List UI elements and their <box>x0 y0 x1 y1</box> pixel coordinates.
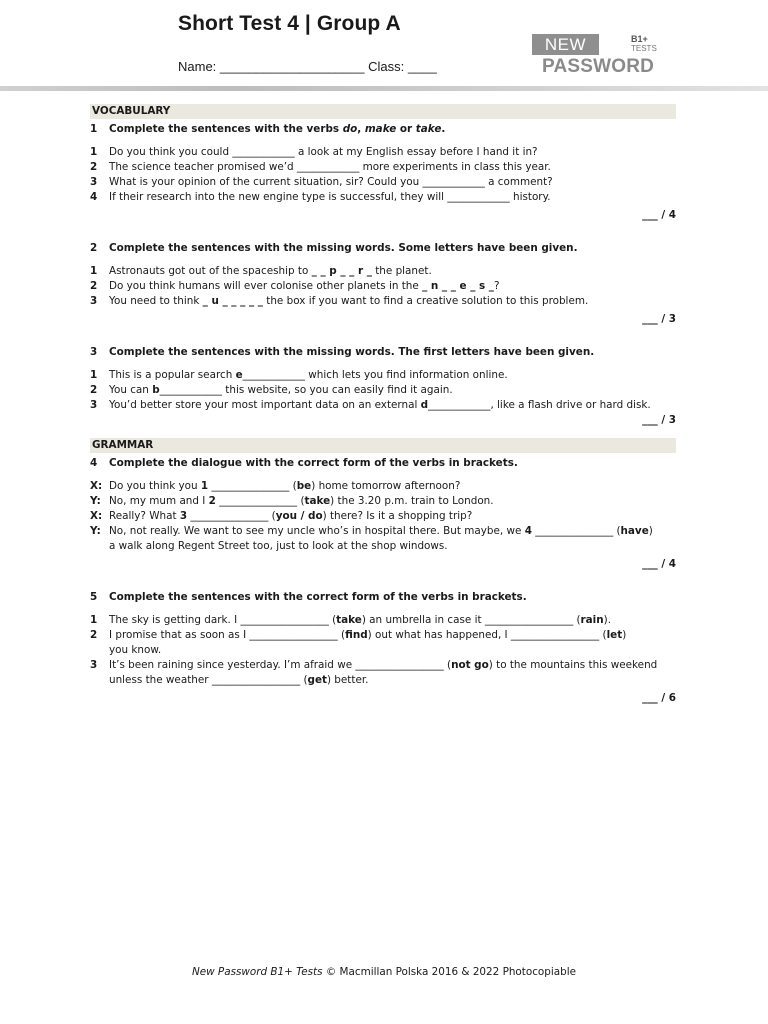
item-number: 2 <box>90 629 98 641</box>
line-text: _______________ ( <box>215 495 305 507</box>
new-password-logo <box>532 34 672 78</box>
gap-number: 1 <box>200 480 209 492</box>
test-content <box>90 104 676 706</box>
task-2-title <box>90 241 676 256</box>
verb-in-brackets: be <box>296 480 312 492</box>
dialogue-line <box>90 479 676 494</box>
task-5-item <box>90 628 676 643</box>
item-text: the planet. <box>371 265 432 277</box>
item-number: 1 <box>90 146 98 158</box>
task-1-score: ___ / 4 <box>642 209 676 221</box>
item-text: the box if you want to find a creative solution to this problem. <box>262 295 589 307</box>
task-3-item <box>90 398 676 413</box>
line-text: No, my mum and I <box>109 495 209 507</box>
gap-number: 4 <box>524 525 532 537</box>
item-text: ? <box>494 280 500 292</box>
first-letter: b <box>152 384 160 396</box>
task-number: 5 <box>90 591 98 603</box>
header-divider <box>0 86 768 91</box>
task-1-item <box>90 145 676 160</box>
item-text: ____________, like a flash drive or hard disk. <box>428 399 651 411</box>
task-title-text: Complete the sentences with the verbs <box>109 123 343 135</box>
item-number: 1 <box>90 369 98 381</box>
first-letter: e <box>235 369 243 381</box>
dialogue-continuation <box>90 539 676 554</box>
logo-level: B1+ <box>631 34 648 44</box>
task-number: 3 <box>90 346 98 358</box>
item-text: Do you think you could ____________ a look at my English essay before I hand it in? <box>109 146 538 158</box>
item-number: 3 <box>90 659 98 671</box>
verb-in-brackets: find <box>345 629 368 641</box>
dialogue-line <box>90 494 676 509</box>
task-5-item <box>90 658 676 673</box>
task-3-title <box>90 345 676 360</box>
line-text: _______________ ( <box>208 480 297 492</box>
task-5-item <box>90 613 676 628</box>
item-text: ). <box>603 614 611 626</box>
task-4-title <box>90 456 676 471</box>
task-2-item <box>90 264 676 279</box>
verb-in-brackets: have <box>620 525 649 537</box>
item-text: ) to the mountains this weekend <box>488 659 658 671</box>
speaker-label: Y: <box>90 525 101 537</box>
item-text: ) out what has happened, I _________________ ( <box>367 629 607 641</box>
task-5-item-continuation <box>90 673 676 688</box>
item-text: The science teacher promised we’d ____________ more experiments in class this year. <box>109 161 551 173</box>
task-5-title <box>90 590 676 605</box>
item-text: It’s been raining since yesterday. I’m afraid we _________________ ( <box>109 659 452 671</box>
task-1-title <box>90 122 676 137</box>
item-number: 3 <box>90 176 98 188</box>
task-title-text: Complete the sentences with the missing words. Some letters have been given. <box>109 242 578 254</box>
item-text: ____________ this website, so you can easily find it again. <box>159 384 453 396</box>
title-end: . <box>441 123 446 135</box>
item-text: You need to think <box>109 295 203 307</box>
task-1-item <box>90 160 676 175</box>
item-text: Astronauts got out of the spaceship to <box>109 265 312 277</box>
footer-copyright: © Macmillan Polska 2016 & 2022 Photocopiable <box>322 966 577 978</box>
logo-tests: TESTS <box>631 44 657 53</box>
verb-do: do <box>342 123 358 135</box>
item-number: 2 <box>90 384 98 396</box>
page-footer <box>0 966 768 978</box>
dialogue-line <box>90 524 676 539</box>
gap-number: 2 <box>208 495 216 507</box>
task-1-item <box>90 190 676 205</box>
item-text: You can <box>109 384 153 396</box>
task-number: 1 <box>90 123 98 135</box>
line-text: Do you think you <box>109 480 201 492</box>
task-3-item <box>90 368 676 383</box>
title-sep: , <box>357 123 365 135</box>
task-2-item <box>90 279 676 294</box>
line-text: _______________ ( <box>187 510 276 522</box>
footer-book-title: New Password B1+ Tests <box>191 966 323 978</box>
task-5-score: ___ / 6 <box>642 692 676 704</box>
item-number: 3 <box>90 295 98 307</box>
verb-in-brackets: not go <box>451 659 489 671</box>
task-title-text: Complete the sentences with the correct form of the verbs in brackets. <box>109 591 527 603</box>
task-2-score: ___ / 3 <box>642 313 676 325</box>
task-number: 2 <box>90 242 98 254</box>
verb-in-brackets: rain <box>580 614 604 626</box>
item-text: This is a popular search <box>109 369 236 381</box>
item-number: 4 <box>90 191 98 203</box>
verb-in-brackets: take <box>336 614 362 626</box>
page-title: Short Test 4 | Group A <box>178 12 401 35</box>
gap-number: 3 <box>179 510 188 522</box>
task-3-item <box>90 383 676 398</box>
verb-in-brackets: get <box>307 674 327 686</box>
line-text: Really? What <box>109 510 180 522</box>
logo-new: NEW <box>532 34 599 55</box>
title-or: or <box>396 123 416 135</box>
speaker-label: X: <box>90 480 103 492</box>
line-text: ) the 3.20 p.m. train to London. <box>330 495 494 507</box>
verb-in-brackets: you / do <box>275 510 323 522</box>
item-number: 1 <box>90 614 98 626</box>
task-number: 4 <box>90 457 98 469</box>
item-number: 2 <box>90 161 98 173</box>
letter-gap: _ u _ _ _ _ _ <box>202 295 263 307</box>
item-text: ) an umbrella in case it _________________ ( <box>361 614 581 626</box>
line-text: ) home tomorrow afternoon? <box>311 480 461 492</box>
line-text: No, not really. We want to see my uncle who’s in hospital there. But maybe, we <box>109 525 525 537</box>
item-text: ) <box>622 629 627 641</box>
item-text: you know. <box>109 644 162 656</box>
line-text: _______________ ( <box>531 525 621 537</box>
line-text: ) there? Is it a shopping trip? <box>322 510 473 522</box>
verb-make: make <box>364 123 397 135</box>
item-text: You’d better store your most important data on an external <box>109 399 421 411</box>
item-text: Do you think humans will ever colonise other planets in the <box>109 280 423 292</box>
task-4-score: ___ / 4 <box>642 558 676 570</box>
item-number: 3 <box>90 399 98 411</box>
task-5-item-continuation <box>90 643 676 658</box>
task-2-item <box>90 294 676 309</box>
grammar-heading: GRAMMAR <box>90 438 676 453</box>
verb-take: take <box>415 123 442 135</box>
name-class-line: Name: ____________________ Class: ____ <box>178 59 437 74</box>
line-text: ) <box>648 525 653 537</box>
dialogue-line <box>90 509 676 524</box>
item-number: 1 <box>90 265 98 277</box>
item-number: 2 <box>90 280 98 292</box>
logo-password: PASSWORD <box>542 56 655 77</box>
item-text: I promise that as soon as I _________________ ( <box>109 629 346 641</box>
task-3-score: ___ / 3 <box>642 414 676 426</box>
letter-gap: _ _ p _ _ r _ <box>311 265 372 277</box>
item-text: The sky is getting dark. I _________________ ( <box>109 614 337 626</box>
verb-in-brackets: let <box>606 629 623 641</box>
letter-gap: _ n _ _ e _ s _ <box>422 280 495 292</box>
verb-in-brackets: take <box>304 495 331 507</box>
task-1-item <box>90 175 676 190</box>
task-title-text: Complete the sentences with the missing words. The first letters have been given. <box>109 346 595 358</box>
item-text: If their research into the new engine type is successful, they will ____________ history. <box>109 191 551 203</box>
item-text: ____________ which lets you find information online. <box>242 369 508 381</box>
item-text: ) better. <box>326 674 369 686</box>
speaker-label: Y: <box>90 495 101 507</box>
speaker-label: X: <box>90 510 103 522</box>
vocabulary-heading: VOCABULARY <box>90 104 676 119</box>
task-title-text: Complete the dialogue with the correct form of the verbs in brackets. <box>109 457 518 469</box>
item-text: unless the weather _________________ ( <box>109 674 308 686</box>
first-letter: d <box>420 399 429 411</box>
line-text: a walk along Regent Street too, just to look at the shop windows. <box>109 540 448 552</box>
item-text: What is your opinion of the current situation, sir? Could you ____________ a comment? <box>109 176 553 188</box>
